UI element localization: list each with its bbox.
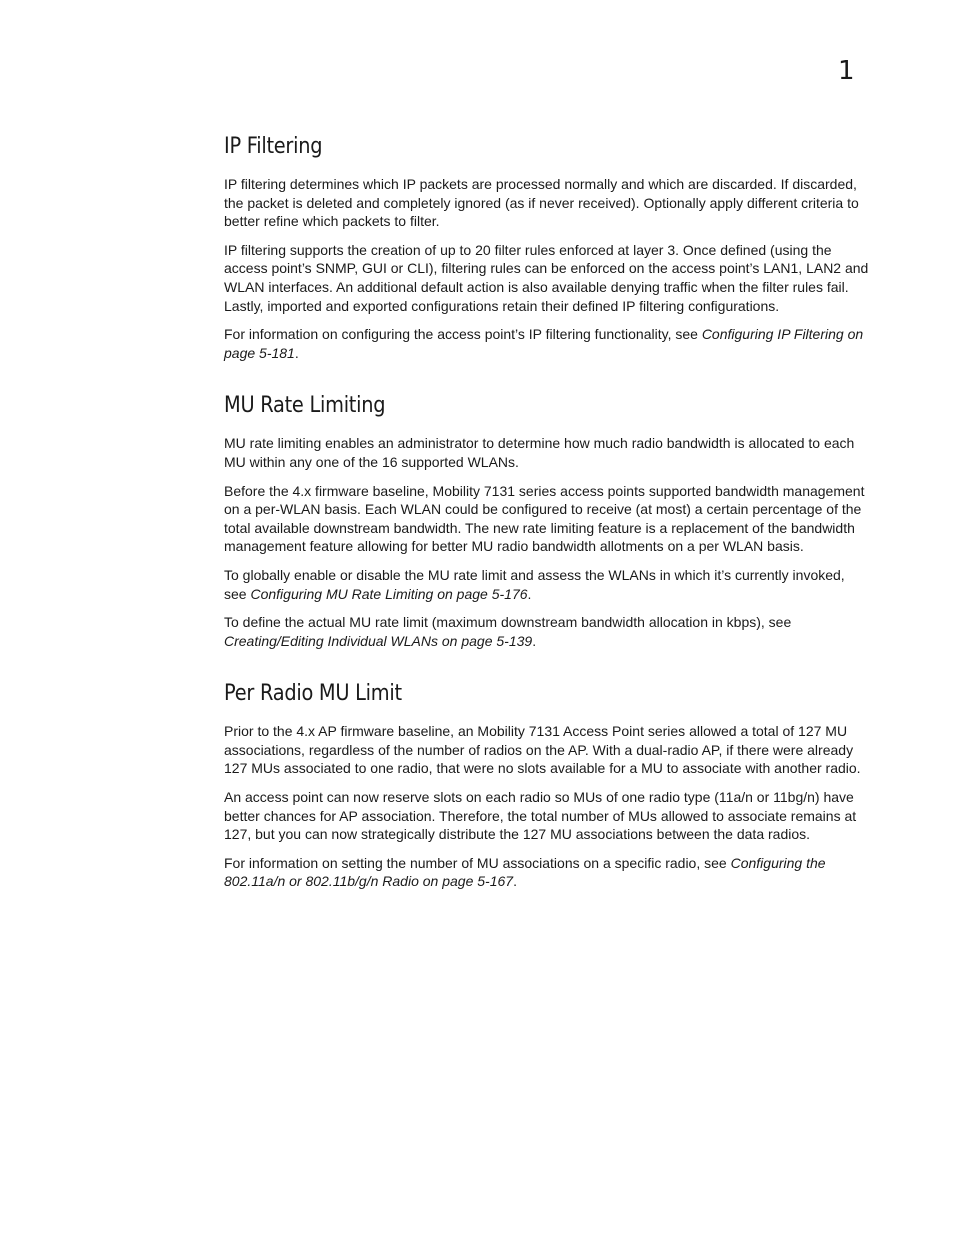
section-ip-filtering (224, 131, 870, 362)
paragraph-text: . (532, 632, 537, 649)
paragraph: An access point can now reserve slots on each radio so MUs of one radio type (11a/n or 11bg/n) have better chances for AP association. Therefore, the total number of MUs allowed to associate remains at 127, but you can now strategically distribute the 127 MU associations between the data radios. (224, 789, 857, 843)
section-title: MU Rate Limiting (224, 393, 386, 419)
paragraph: IP filtering supports the creation of up to 20 filter rules enforced at layer 3. Once defined (using the access point’s SNMP, GUI or CLI), filtering rules can be enforced on the access point’s LAN1, LAN2 and WLAN interfaces. An additional default action is also available denying traffic when the filter rules fail. Lastly, imported and exported configurations retain their defined IP filtering configurations. (224, 241, 869, 314)
paragraph-text: . (294, 344, 299, 361)
paragraph-text: . (513, 873, 517, 890)
paragraph (224, 854, 870, 891)
cross-reference-link[interactable]: Configuring the 802.11a/n or 802.11b/g/n Radio on page 5-167 (224, 854, 826, 890)
section-title: IP Filtering (224, 134, 323, 159)
cross-reference-link[interactable]: Creating/Editing Individual WLANs on page 5-139 (224, 632, 533, 649)
paragraph-text: . (527, 585, 532, 602)
paragraph (224, 566, 870, 603)
section-title: Per Radio MU Limit (224, 681, 402, 707)
paragraph: Prior to the 4.x AP firmware baseline, an Mobility 7131 Access Point series allowed a total of 127 MU associations, regardless of the number of radios on the AP. With a dual-radio AP, if there were already 127 MUs associated to one radio, that were no slots available for a MU to associate with another radio. (224, 723, 861, 777)
paragraph: MU rate limiting enables an administrator to determine how much radio bandwidth is allocated to each MU within any one of the 16 supported WLANs. (224, 435, 855, 470)
paragraph-text: For information on configuring the access point’s IP filtering functionality, see (224, 326, 702, 343)
paragraph (224, 325, 870, 362)
paragraph-text: To globally enable or disable the MU rate limit and assess the WLANs in which it’s currently invoked, see (224, 566, 845, 602)
cross-reference-link[interactable]: Configuring IP Filtering on page 5-181 (224, 326, 864, 361)
section-per-radio-mu-limit (224, 678, 870, 891)
cross-reference-link[interactable]: Configuring MU Rate Limiting on page 5-176 (250, 585, 528, 602)
paragraph: IP filtering determines which IP packets are processed normally and which are discarded. If discarded, the packet is deleted and completely ignored (as if never received). Optionally apply different criteria to better refine which packets to filter. (224, 176, 859, 230)
paragraph-text: For information on setting the number of MU associations on a specific radio, see (224, 854, 731, 871)
section-mu-rate-limiting (224, 390, 870, 650)
paragraph-text: To define the actual MU rate limit (maximum downstream bandwidth allocation in kbps), see (224, 614, 792, 631)
chapter-number: 1 (838, 56, 855, 86)
paragraph: Before the 4.x firmware baseline, Mobility 7131 series access points supported bandwidth management on a per-WLAN basis. Each WLAN could be configured to receive (at most) a certain percentage of the total available downstream bandwidth. The new rate limiting feature is a replacement of the bandwidth management feature allowing for better MU radio bandwidth allotments on a per WLAN basis. (224, 482, 865, 555)
page-content (224, 131, 870, 901)
paragraph (224, 613, 870, 650)
